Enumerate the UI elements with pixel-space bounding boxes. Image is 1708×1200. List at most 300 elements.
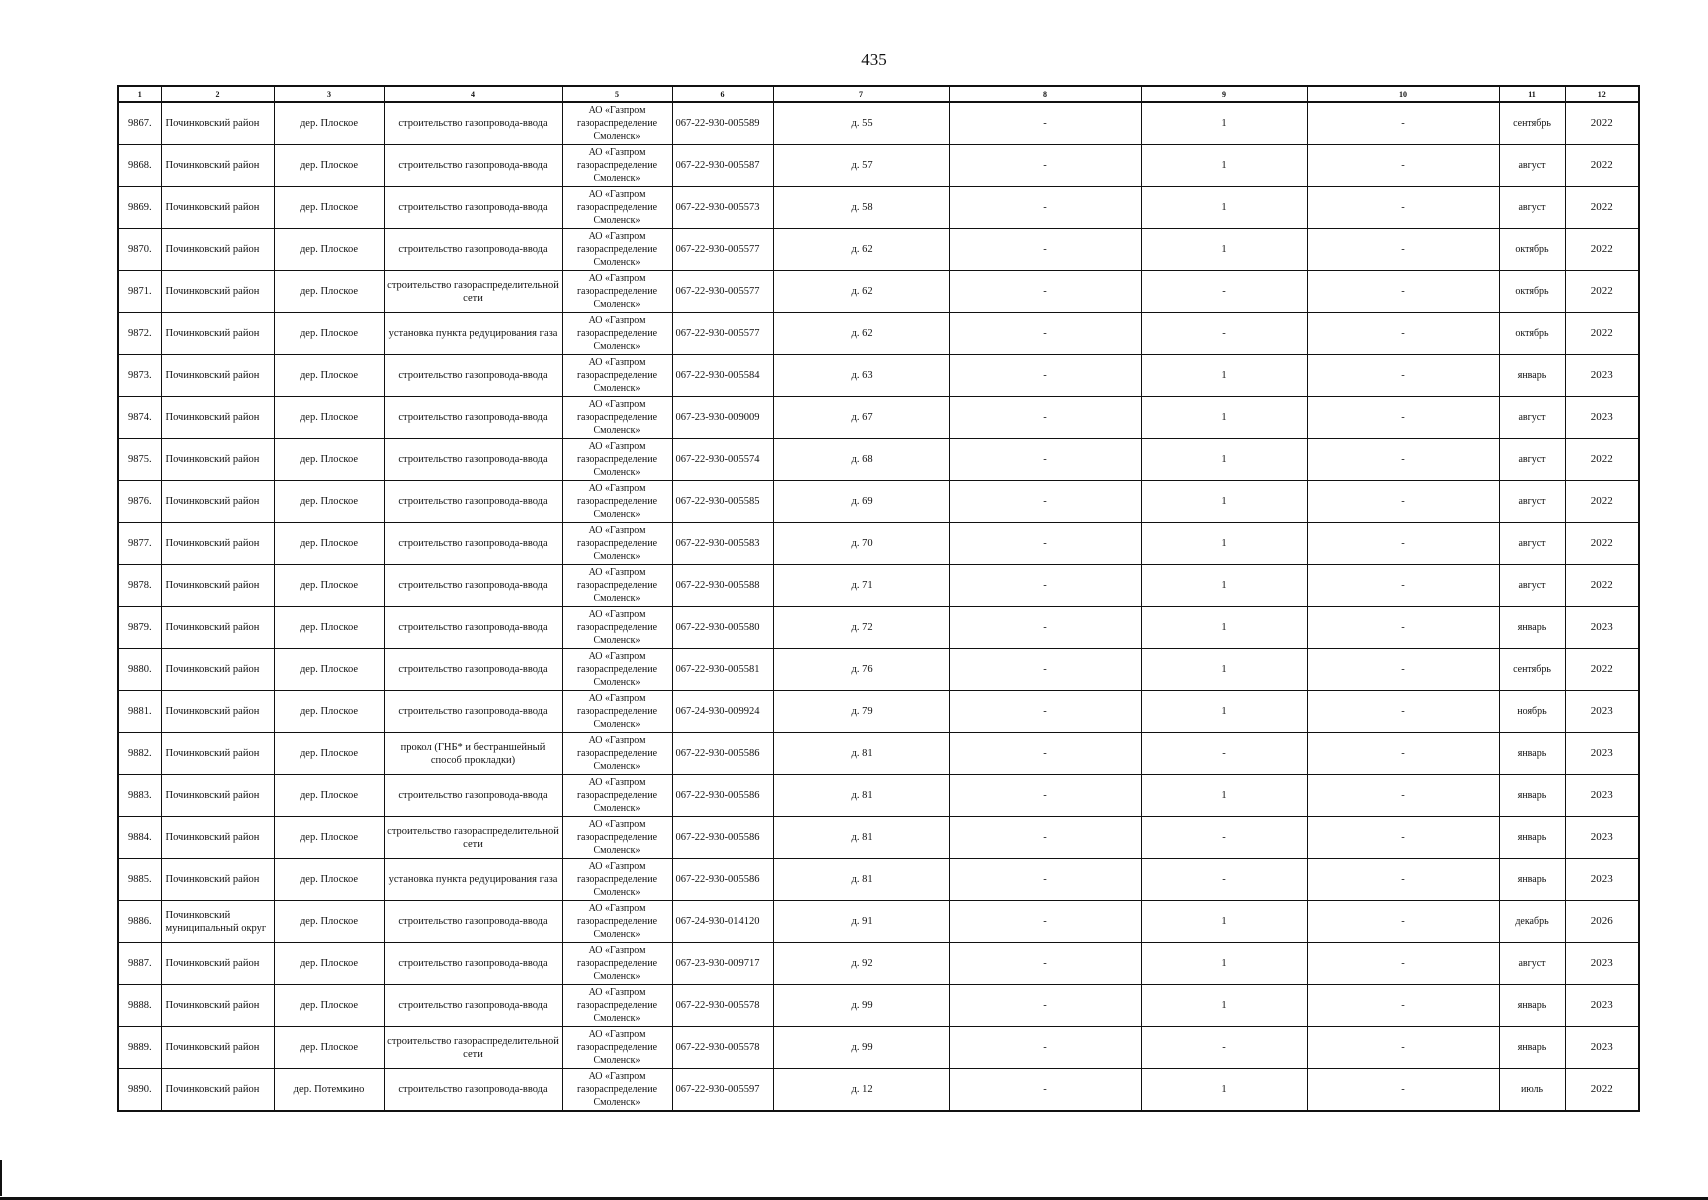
house-number-cell: д. 62 — [773, 313, 949, 355]
month-cell: январь — [1499, 859, 1565, 901]
month-cell: август — [1499, 523, 1565, 565]
document-number-cell: 067-22-930-005577 — [672, 229, 773, 271]
month-cell: август — [1499, 187, 1565, 229]
district-cell: Починковский район — [161, 187, 274, 229]
column-header: 2 — [161, 86, 274, 102]
settlement-cell: дер. Плоское — [274, 229, 384, 271]
organization-cell: АО «Газпром газораспределение Смоленск» — [562, 649, 672, 691]
month-cell: декабрь — [1499, 901, 1565, 943]
table-row — [118, 775, 1639, 817]
organization-cell: АО «Газпром газораспределение Смоленск» — [562, 102, 672, 145]
work-type-cell: установка пункта редуцирования газа — [384, 859, 562, 901]
work-type-cell: строительство газопровода-ввода — [384, 102, 562, 145]
row-number-cell: 9871. — [118, 271, 161, 313]
work-type-cell: строительство газопровода-ввода — [384, 607, 562, 649]
month-cell: август — [1499, 439, 1565, 481]
work-type-cell: строительство газопровода-ввода — [384, 523, 562, 565]
month-cell: январь — [1499, 355, 1565, 397]
house-number-cell: д. 57 — [773, 145, 949, 187]
column-10-cell: - — [1307, 649, 1499, 691]
gasification-table — [117, 85, 1640, 1112]
column-9-cell: 1 — [1141, 649, 1307, 691]
work-type-cell: строительство газопровода-ввода — [384, 691, 562, 733]
row-number-cell: 9889. — [118, 1027, 161, 1069]
document-number-cell: 067-22-930-005584 — [672, 355, 773, 397]
table-row — [118, 1027, 1639, 1069]
table-row — [118, 523, 1639, 565]
organization-cell: АО «Газпром газораспределение Смоленск» — [562, 145, 672, 187]
organization-cell: АО «Газпром газораспределение Смоленск» — [562, 943, 672, 985]
column-9-cell: - — [1141, 271, 1307, 313]
district-cell: Починковский район — [161, 102, 274, 145]
document-number-cell: 067-22-930-005578 — [672, 1027, 773, 1069]
column-header: 7 — [773, 86, 949, 102]
house-number-cell: д. 68 — [773, 439, 949, 481]
column-10-cell: - — [1307, 859, 1499, 901]
work-type-cell: строительство газораспределительной сети — [384, 817, 562, 859]
organization-cell: АО «Газпром газораспределение Смоленск» — [562, 901, 672, 943]
settlement-cell: дер. Плоское — [274, 355, 384, 397]
work-type-cell: строительство газопровода-ввода — [384, 229, 562, 271]
district-cell: Починковский район — [161, 481, 274, 523]
column-9-cell: 1 — [1141, 102, 1307, 145]
column-9-cell: - — [1141, 859, 1307, 901]
column-9-cell: 1 — [1141, 607, 1307, 649]
column-10-cell: - — [1307, 187, 1499, 229]
table-row — [118, 817, 1639, 859]
year-cell: 2022 — [1565, 439, 1639, 481]
organization-cell: АО «Газпром газораспределение Смоленск» — [562, 775, 672, 817]
column-8-cell: - — [949, 1027, 1141, 1069]
settlement-cell: дер. Плоское — [274, 985, 384, 1027]
document-number-cell: 067-22-930-005580 — [672, 607, 773, 649]
settlement-cell: дер. Плоское — [274, 733, 384, 775]
year-cell: 2023 — [1565, 397, 1639, 439]
document-number-cell: 067-22-930-005577 — [672, 271, 773, 313]
district-cell: Починковский район — [161, 607, 274, 649]
row-number-cell: 9867. — [118, 102, 161, 145]
row-number-cell: 9884. — [118, 817, 161, 859]
house-number-cell: д. 99 — [773, 985, 949, 1027]
column-header: 3 — [274, 86, 384, 102]
column-header: 12 — [1565, 86, 1639, 102]
year-cell: 2026 — [1565, 901, 1639, 943]
column-9-cell: 1 — [1141, 229, 1307, 271]
house-number-cell: д. 58 — [773, 187, 949, 229]
organization-cell: АО «Газпром газораспределение Смоленск» — [562, 523, 672, 565]
year-cell: 2023 — [1565, 775, 1639, 817]
table-row — [118, 607, 1639, 649]
district-cell: Починковский район — [161, 229, 274, 271]
settlement-cell: дер. Плоское — [274, 565, 384, 607]
organization-cell: АО «Газпром газораспределение Смоленск» — [562, 481, 672, 523]
district-cell: Починковский район — [161, 145, 274, 187]
work-type-cell: строительство газопровода-ввода — [384, 187, 562, 229]
work-type-cell: строительство газопровода-ввода — [384, 901, 562, 943]
organization-cell: АО «Газпром газораспределение Смоленск» — [562, 229, 672, 271]
document-number-cell: 067-22-930-005573 — [672, 187, 773, 229]
organization-cell: АО «Газпром газораспределение Смоленск» — [562, 439, 672, 481]
house-number-cell: д. 12 — [773, 1069, 949, 1112]
organization-cell: АО «Газпром газораспределение Смоленск» — [562, 187, 672, 229]
document-number-cell: 067-22-930-005588 — [672, 565, 773, 607]
work-type-cell: строительство газопровода-ввода — [384, 481, 562, 523]
house-number-cell: д. 62 — [773, 271, 949, 313]
district-cell: Починковский район — [161, 439, 274, 481]
district-cell: Починковский район — [161, 817, 274, 859]
settlement-cell: дер. Плоское — [274, 397, 384, 439]
work-type-cell: строительство газопровода-ввода — [384, 649, 562, 691]
document-number-cell: 067-23-930-009717 — [672, 943, 773, 985]
row-number-cell: 9881. — [118, 691, 161, 733]
column-10-cell: - — [1307, 985, 1499, 1027]
column-9-cell: - — [1141, 1027, 1307, 1069]
column-10-cell: - — [1307, 523, 1499, 565]
document-number-cell: 067-22-930-005586 — [672, 817, 773, 859]
row-number-cell: 9888. — [118, 985, 161, 1027]
column-10-cell: - — [1307, 901, 1499, 943]
column-9-cell: - — [1141, 817, 1307, 859]
row-number-cell: 9877. — [118, 523, 161, 565]
month-cell: август — [1499, 481, 1565, 523]
document-number-cell: 067-22-930-005574 — [672, 439, 773, 481]
column-8-cell: - — [949, 943, 1141, 985]
row-number-cell: 9874. — [118, 397, 161, 439]
year-cell: 2023 — [1565, 817, 1639, 859]
house-number-cell: д. 92 — [773, 943, 949, 985]
column-10-cell: - — [1307, 607, 1499, 649]
table-row — [118, 187, 1639, 229]
document-number-cell: 067-22-930-005577 — [672, 313, 773, 355]
organization-cell: АО «Газпром газораспределение Смоленск» — [562, 817, 672, 859]
column-8-cell: - — [949, 817, 1141, 859]
year-cell: 2023 — [1565, 1027, 1639, 1069]
document-number-cell: 067-22-930-005597 — [672, 1069, 773, 1112]
column-8-cell: - — [949, 271, 1141, 313]
organization-cell: АО «Газпром газораспределение Смоленск» — [562, 355, 672, 397]
month-cell: январь — [1499, 985, 1565, 1027]
month-cell: январь — [1499, 733, 1565, 775]
organization-cell: АО «Газпром газораспределение Смоленск» — [562, 271, 672, 313]
house-number-cell: д. 81 — [773, 817, 949, 859]
month-cell: июль — [1499, 1069, 1565, 1112]
house-number-cell: д. 91 — [773, 901, 949, 943]
work-type-cell: установка пункта редуцирования газа — [384, 313, 562, 355]
settlement-cell: дер. Плоское — [274, 313, 384, 355]
work-type-cell: строительство газопровода-ввода — [384, 565, 562, 607]
table-row — [118, 355, 1639, 397]
column-10-cell: - — [1307, 102, 1499, 145]
column-9-cell: 1 — [1141, 565, 1307, 607]
year-cell: 2022 — [1565, 1069, 1639, 1112]
year-cell: 2022 — [1565, 229, 1639, 271]
column-header: 6 — [672, 86, 773, 102]
month-cell: октябрь — [1499, 313, 1565, 355]
table-row — [118, 229, 1639, 271]
house-number-cell: д. 81 — [773, 775, 949, 817]
organization-cell: АО «Газпром газораспределение Смоленск» — [562, 565, 672, 607]
column-10-cell: - — [1307, 481, 1499, 523]
district-cell: Починковский район — [161, 271, 274, 313]
column-9-cell: - — [1141, 733, 1307, 775]
column-8-cell: - — [949, 901, 1141, 943]
month-cell: октябрь — [1499, 229, 1565, 271]
settlement-cell: дер. Плоское — [274, 607, 384, 649]
column-8-cell: - — [949, 691, 1141, 733]
row-number-cell: 9875. — [118, 439, 161, 481]
settlement-cell: дер. Плоское — [274, 1027, 384, 1069]
house-number-cell: д. 55 — [773, 102, 949, 145]
document-number-cell: 067-22-930-005583 — [672, 523, 773, 565]
work-type-cell: прокол (ГНБ* и бестраншейный способ прокладки) — [384, 733, 562, 775]
district-cell: Починковский муниципальный округ — [161, 901, 274, 943]
settlement-cell: дер. Плоское — [274, 649, 384, 691]
document-number-cell: 067-22-930-005578 — [672, 985, 773, 1027]
column-10-cell: - — [1307, 313, 1499, 355]
organization-cell: АО «Газпром газораспределение Смоленск» — [562, 313, 672, 355]
gasification-table-container — [117, 85, 1638, 1112]
house-number-cell: д. 81 — [773, 859, 949, 901]
work-type-cell: строительство газопровода-ввода — [384, 985, 562, 1027]
house-number-cell: д. 70 — [773, 523, 949, 565]
column-8-cell: - — [949, 145, 1141, 187]
column-header: 11 — [1499, 86, 1565, 102]
column-8-cell: - — [949, 355, 1141, 397]
column-8-cell: - — [949, 523, 1141, 565]
month-cell: ноябрь — [1499, 691, 1565, 733]
settlement-cell: дер. Плоское — [274, 859, 384, 901]
column-10-cell: - — [1307, 145, 1499, 187]
column-header: 1 — [118, 86, 161, 102]
document-number-cell: 067-22-930-005581 — [672, 649, 773, 691]
district-cell: Починковский район — [161, 985, 274, 1027]
column-10-cell: - — [1307, 1069, 1499, 1112]
year-cell: 2022 — [1565, 102, 1639, 145]
scan-edge-mark — [0, 1160, 2, 1196]
column-8-cell: - — [949, 229, 1141, 271]
table-row — [118, 691, 1639, 733]
column-8-cell: - — [949, 187, 1141, 229]
work-type-cell: строительство газопровода-ввода — [384, 397, 562, 439]
district-cell: Починковский район — [161, 775, 274, 817]
year-cell: 2022 — [1565, 271, 1639, 313]
table-row — [118, 397, 1639, 439]
year-cell: 2023 — [1565, 733, 1639, 775]
house-number-cell: д. 76 — [773, 649, 949, 691]
month-cell: октябрь — [1499, 271, 1565, 313]
work-type-cell: строительство газопровода-ввода — [384, 775, 562, 817]
year-cell: 2023 — [1565, 985, 1639, 1027]
column-header: 9 — [1141, 86, 1307, 102]
table-row — [118, 271, 1639, 313]
year-cell: 2022 — [1565, 145, 1639, 187]
row-number-cell: 9882. — [118, 733, 161, 775]
column-header: 5 — [562, 86, 672, 102]
document-number-cell: 067-22-930-005586 — [672, 859, 773, 901]
settlement-cell: дер. Плоское — [274, 775, 384, 817]
district-cell: Починковский район — [161, 565, 274, 607]
column-8-cell: - — [949, 481, 1141, 523]
table-row — [118, 943, 1639, 985]
row-number-cell: 9872. — [118, 313, 161, 355]
page-number: 435 — [861, 50, 887, 69]
organization-cell: АО «Газпром газораспределение Смоленск» — [562, 691, 672, 733]
work-type-cell: строительство газопровода-ввода — [384, 355, 562, 397]
row-number-cell: 9873. — [118, 355, 161, 397]
house-number-cell: д. 67 — [773, 397, 949, 439]
work-type-cell: строительство газопровода-ввода — [384, 1069, 562, 1112]
month-cell: август — [1499, 565, 1565, 607]
table-row — [118, 985, 1639, 1027]
year-cell: 2023 — [1565, 943, 1639, 985]
column-9-cell: 1 — [1141, 523, 1307, 565]
organization-cell: АО «Газпром газораспределение Смоленск» — [562, 1069, 672, 1112]
work-type-cell: строительство газопровода-ввода — [384, 943, 562, 985]
column-9-cell: 1 — [1141, 901, 1307, 943]
table-row — [118, 102, 1639, 145]
document-number-cell: 067-22-930-005587 — [672, 145, 773, 187]
year-cell: 2022 — [1565, 565, 1639, 607]
settlement-cell: дер. Плоское — [274, 523, 384, 565]
column-9-cell: 1 — [1141, 691, 1307, 733]
district-cell: Починковский район — [161, 313, 274, 355]
settlement-cell: дер. Плоское — [274, 439, 384, 481]
row-number-cell: 9868. — [118, 145, 161, 187]
column-8-cell: - — [949, 565, 1141, 607]
column-10-cell: - — [1307, 439, 1499, 481]
table-row — [118, 733, 1639, 775]
column-10-cell: - — [1307, 355, 1499, 397]
column-8-cell: - — [949, 985, 1141, 1027]
table-row — [118, 1069, 1639, 1112]
month-cell: август — [1499, 145, 1565, 187]
document-number-cell: 067-22-930-005589 — [672, 102, 773, 145]
house-number-cell: д. 62 — [773, 229, 949, 271]
district-cell: Починковский район — [161, 1069, 274, 1112]
district-cell: Починковский район — [161, 943, 274, 985]
column-10-cell: - — [1307, 733, 1499, 775]
table-row — [118, 481, 1639, 523]
column-9-cell: 1 — [1141, 943, 1307, 985]
year-cell: 2022 — [1565, 523, 1639, 565]
settlement-cell: дер. Плоское — [274, 901, 384, 943]
column-8-cell: - — [949, 313, 1141, 355]
table-row — [118, 565, 1639, 607]
row-number-cell: 9869. — [118, 187, 161, 229]
row-number-cell: 9887. — [118, 943, 161, 985]
column-9-cell: 1 — [1141, 439, 1307, 481]
row-number-cell: 9886. — [118, 901, 161, 943]
column-8-cell: - — [949, 733, 1141, 775]
organization-cell: АО «Газпром газораспределение Смоленск» — [562, 397, 672, 439]
row-number-cell: 9885. — [118, 859, 161, 901]
column-8-cell: - — [949, 102, 1141, 145]
table-row — [118, 859, 1639, 901]
work-type-cell: строительство газораспределительной сети — [384, 271, 562, 313]
year-cell: 2022 — [1565, 481, 1639, 523]
column-9-cell: 1 — [1141, 985, 1307, 1027]
settlement-cell: дер. Плоское — [274, 102, 384, 145]
year-cell: 2023 — [1565, 859, 1639, 901]
document-number-cell: 067-22-930-005585 — [672, 481, 773, 523]
year-cell: 2023 — [1565, 607, 1639, 649]
column-10-cell: - — [1307, 397, 1499, 439]
table-row — [118, 649, 1639, 691]
house-number-cell: д. 71 — [773, 565, 949, 607]
column-10-cell: - — [1307, 691, 1499, 733]
settlement-cell: дер. Плоское — [274, 817, 384, 859]
month-cell: август — [1499, 943, 1565, 985]
column-8-cell: - — [949, 439, 1141, 481]
column-9-cell: 1 — [1141, 145, 1307, 187]
row-number-cell: 9870. — [118, 229, 161, 271]
column-header: 10 — [1307, 86, 1499, 102]
settlement-cell: дер. Плоское — [274, 691, 384, 733]
column-9-cell: 1 — [1141, 355, 1307, 397]
column-10-cell: - — [1307, 565, 1499, 607]
column-10-cell: - — [1307, 943, 1499, 985]
month-cell: сентябрь — [1499, 102, 1565, 145]
column-8-cell: - — [949, 397, 1141, 439]
column-8-cell: - — [949, 775, 1141, 817]
row-number-cell: 9883. — [118, 775, 161, 817]
column-9-cell: - — [1141, 313, 1307, 355]
settlement-cell: дер. Плоское — [274, 271, 384, 313]
header-row — [118, 86, 1639, 102]
district-cell: Починковский район — [161, 355, 274, 397]
column-9-cell: 1 — [1141, 187, 1307, 229]
settlement-cell: дер. Потемкино — [274, 1069, 384, 1112]
row-number-cell: 9880. — [118, 649, 161, 691]
row-number-cell: 9879. — [118, 607, 161, 649]
organization-cell: АО «Газпром газораспределение Смоленск» — [562, 607, 672, 649]
year-cell: 2022 — [1565, 649, 1639, 691]
organization-cell: АО «Газпром газораспределение Смоленск» — [562, 985, 672, 1027]
column-9-cell: 1 — [1141, 397, 1307, 439]
column-header: 8 — [949, 86, 1141, 102]
year-cell: 2023 — [1565, 691, 1639, 733]
district-cell: Починковский район — [161, 859, 274, 901]
column-10-cell: - — [1307, 271, 1499, 313]
district-cell: Починковский район — [161, 691, 274, 733]
document-number-cell: 067-23-930-009009 — [672, 397, 773, 439]
month-cell: январь — [1499, 607, 1565, 649]
year-cell: 2023 — [1565, 355, 1639, 397]
column-8-cell: - — [949, 1069, 1141, 1112]
district-cell: Починковский район — [161, 649, 274, 691]
month-cell: январь — [1499, 775, 1565, 817]
table-row — [118, 901, 1639, 943]
column-10-cell: - — [1307, 817, 1499, 859]
table-row — [118, 313, 1639, 355]
house-number-cell: д. 81 — [773, 733, 949, 775]
document-number-cell: 067-22-930-005586 — [672, 775, 773, 817]
column-10-cell: - — [1307, 1027, 1499, 1069]
organization-cell: АО «Газпром газораспределение Смоленск» — [562, 733, 672, 775]
table-row — [118, 439, 1639, 481]
house-number-cell: д. 69 — [773, 481, 949, 523]
column-9-cell: 1 — [1141, 1069, 1307, 1112]
document-number-cell: 067-24-930-009924 — [672, 691, 773, 733]
column-8-cell: - — [949, 607, 1141, 649]
house-number-cell: д. 63 — [773, 355, 949, 397]
document-number-cell: 067-22-930-005586 — [672, 733, 773, 775]
year-cell: 2022 — [1565, 187, 1639, 229]
organization-cell: АО «Газпром газораспределение Смоленск» — [562, 859, 672, 901]
settlement-cell: дер. Плоское — [274, 481, 384, 523]
month-cell: сентябрь — [1499, 649, 1565, 691]
table-row — [118, 145, 1639, 187]
